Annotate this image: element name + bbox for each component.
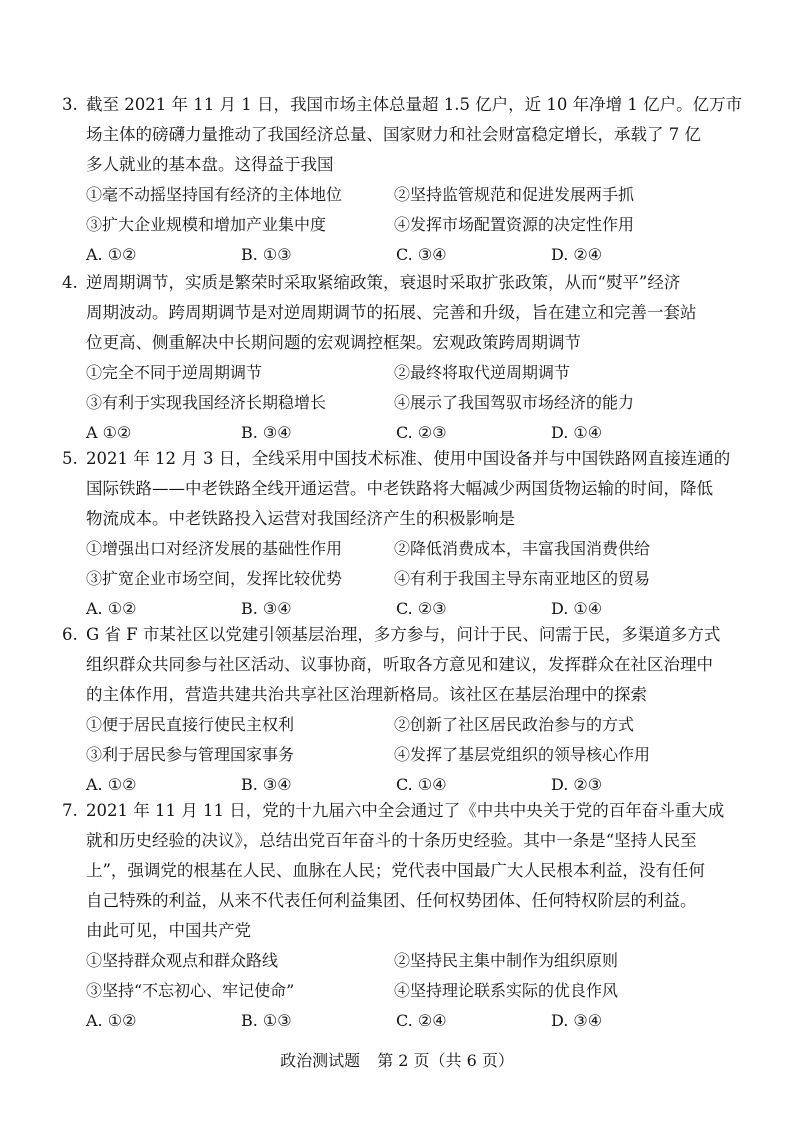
answer-a: A. ①②: [86, 1011, 137, 1030]
option-1: ①毫不动摇坚持国有经济的主体地位: [86, 185, 343, 204]
answer-b: B. ③④: [241, 423, 292, 442]
question-number: 6.: [62, 625, 78, 644]
answer-b: B. ①③: [241, 245, 292, 264]
option-1: ①坚持群众观点和群众路线: [86, 951, 279, 970]
answer-c: C. ②③: [396, 423, 447, 442]
answer-a: A ①②: [86, 423, 132, 442]
answer-b: B. ③④: [241, 599, 292, 618]
answer-choices: [86, 240, 722, 270]
option-4: ④发挥了基层党组织的领导核心作用: [394, 745, 651, 764]
option-3: ③扩宽企业市场空间，发挥比较优势: [86, 569, 343, 588]
question-3: [62, 90, 743, 270]
page-footer: [0, 1048, 794, 1071]
option-1: ①完全不同于逆周期调节: [86, 363, 263, 382]
option-4: ④有利于我国主导东南亚地区的贸易: [394, 569, 651, 588]
question-number: 5.: [62, 449, 78, 468]
answer-c: C. ①④: [396, 775, 447, 794]
option-list: [86, 534, 722, 594]
option-2: ②最终将取代逆周期调节: [394, 363, 571, 382]
answer-d: D. ②④: [551, 245, 603, 264]
option-list: [86, 710, 722, 770]
option-1: ①增强出口对经济发展的基础性作用: [86, 539, 343, 558]
answer-a: A. ①②: [86, 599, 137, 618]
option-3: ③坚持“不忘初心、牢记使命”: [86, 981, 295, 1000]
option-2: ②坚持民主集中制作为组织原则: [394, 951, 619, 970]
answer-b: B. ①③: [241, 1011, 292, 1030]
question-stem: 4. 逆周期调节，实质是繁荣时采取紧缩政策，衰退时采取扩张政策，从而“熨平”经济 周期波动。跨周期调节是对逆周期调节的拓展、完善和升级，旨在建立和完善一套站 位更高、侧重解决中长期问题的宏观调控框架。宏观政策跨周期调节: [62, 268, 722, 358]
option-1: ①便于居民直接行使民主权利: [86, 715, 295, 734]
answer-c: C. ③④: [396, 245, 447, 264]
option-list: [86, 358, 722, 418]
option-3: ③扩大企业规模和增加产业集中度: [86, 215, 327, 234]
option-4: ④发挥市场配置资源的决定性作用: [394, 215, 635, 234]
answer-d: D. ②③: [551, 775, 603, 794]
question-stem: 3. 截至 2021 年 11 月 1 日，我国市场主体总量超 1.5 亿户，近 10 年净增 1 亿户。亿万市 场主体的磅礴力量推动了我国经济总量、国家财力和社会财富稳定增长，承载了 7 亿 多人就业的基本盘。这得益于我国: [62, 90, 722, 180]
option-list: [86, 180, 722, 240]
footer-subject: 政治测试题: [280, 1051, 361, 1070]
answer-b: B. ③④: [241, 775, 292, 794]
question-number: 4.: [62, 273, 78, 292]
footer-page-number: 第 2 页（共 6 页）: [377, 1051, 514, 1070]
question-4: [62, 268, 722, 448]
question-number: 7.: [62, 801, 78, 820]
option-list: [86, 946, 722, 1006]
answer-a: A. ①②: [86, 775, 137, 794]
answer-d: D. ③④: [551, 1011, 603, 1030]
option-4: ④展示了我国驾驭市场经济的能力: [394, 393, 635, 412]
question-stem: 7. 2021 年 11 月 11 日，党的十九届六中全会通过了《中共中央关于党的百年奋斗重大成 就和历史经验的决议》，总结出党百年奋斗的十条历史经验。其中一条是“坚持人民至 上”，强调党的根基在人民、血脉在人民；党代表中国最广大人民根本利益，没有任何 自己特殊的利益，从来不代表任何利益集团、任何权势团体、任何特权阶层的利益。 由此可见，中国共产党: [62, 796, 722, 946]
question-5: [62, 444, 731, 624]
answer-choices: [86, 1006, 722, 1036]
option-2: ②创新了社区居民政治参与的方式: [394, 715, 635, 734]
answer-c: C. ②③: [396, 599, 447, 618]
option-4: ④坚持理论联系实际的优良作风: [394, 981, 619, 1000]
option-3: ③利于居民参与管理国家事务: [86, 745, 295, 764]
answer-d: D. ①④: [551, 599, 603, 618]
answer-d: D. ①④: [551, 423, 603, 442]
question-stem: 5. 2021 年 12 月 3 日，全线采用中国技术标准、使用中国设备并与中国铁路网直接连通的 国际铁路——中老铁路全线开通运营。中老铁路将大幅减少两国货物运输的时间，降低 物流成本。中老铁路投入运营对我国经济产生的积极影响是: [62, 444, 722, 534]
answer-a: A. ①②: [86, 245, 137, 264]
answer-c: C. ②④: [396, 1011, 447, 1030]
option-2: ②坚持监管规范和促进发展两手抓: [394, 185, 635, 204]
option-3: ③有利于实现我国经济长期稳增长: [86, 393, 327, 412]
option-2: ②降低消费成本，丰富我国消费供给: [394, 539, 651, 558]
question-6: [62, 620, 722, 800]
question-number: 3.: [62, 95, 78, 114]
question-7: [62, 796, 725, 1036]
question-stem: 6. G 省 F 市某社区以党建引领基层治理，多方参与，问计于民、问需于民，多渠道多方式 组织群众共同参与社区活动、议事协商，听取各方意见和建议，发挥群众在社区治理中 的主体作用，营造共建共治共享社区治理新格局。该社区在基层治理中的探索: [62, 620, 722, 710]
